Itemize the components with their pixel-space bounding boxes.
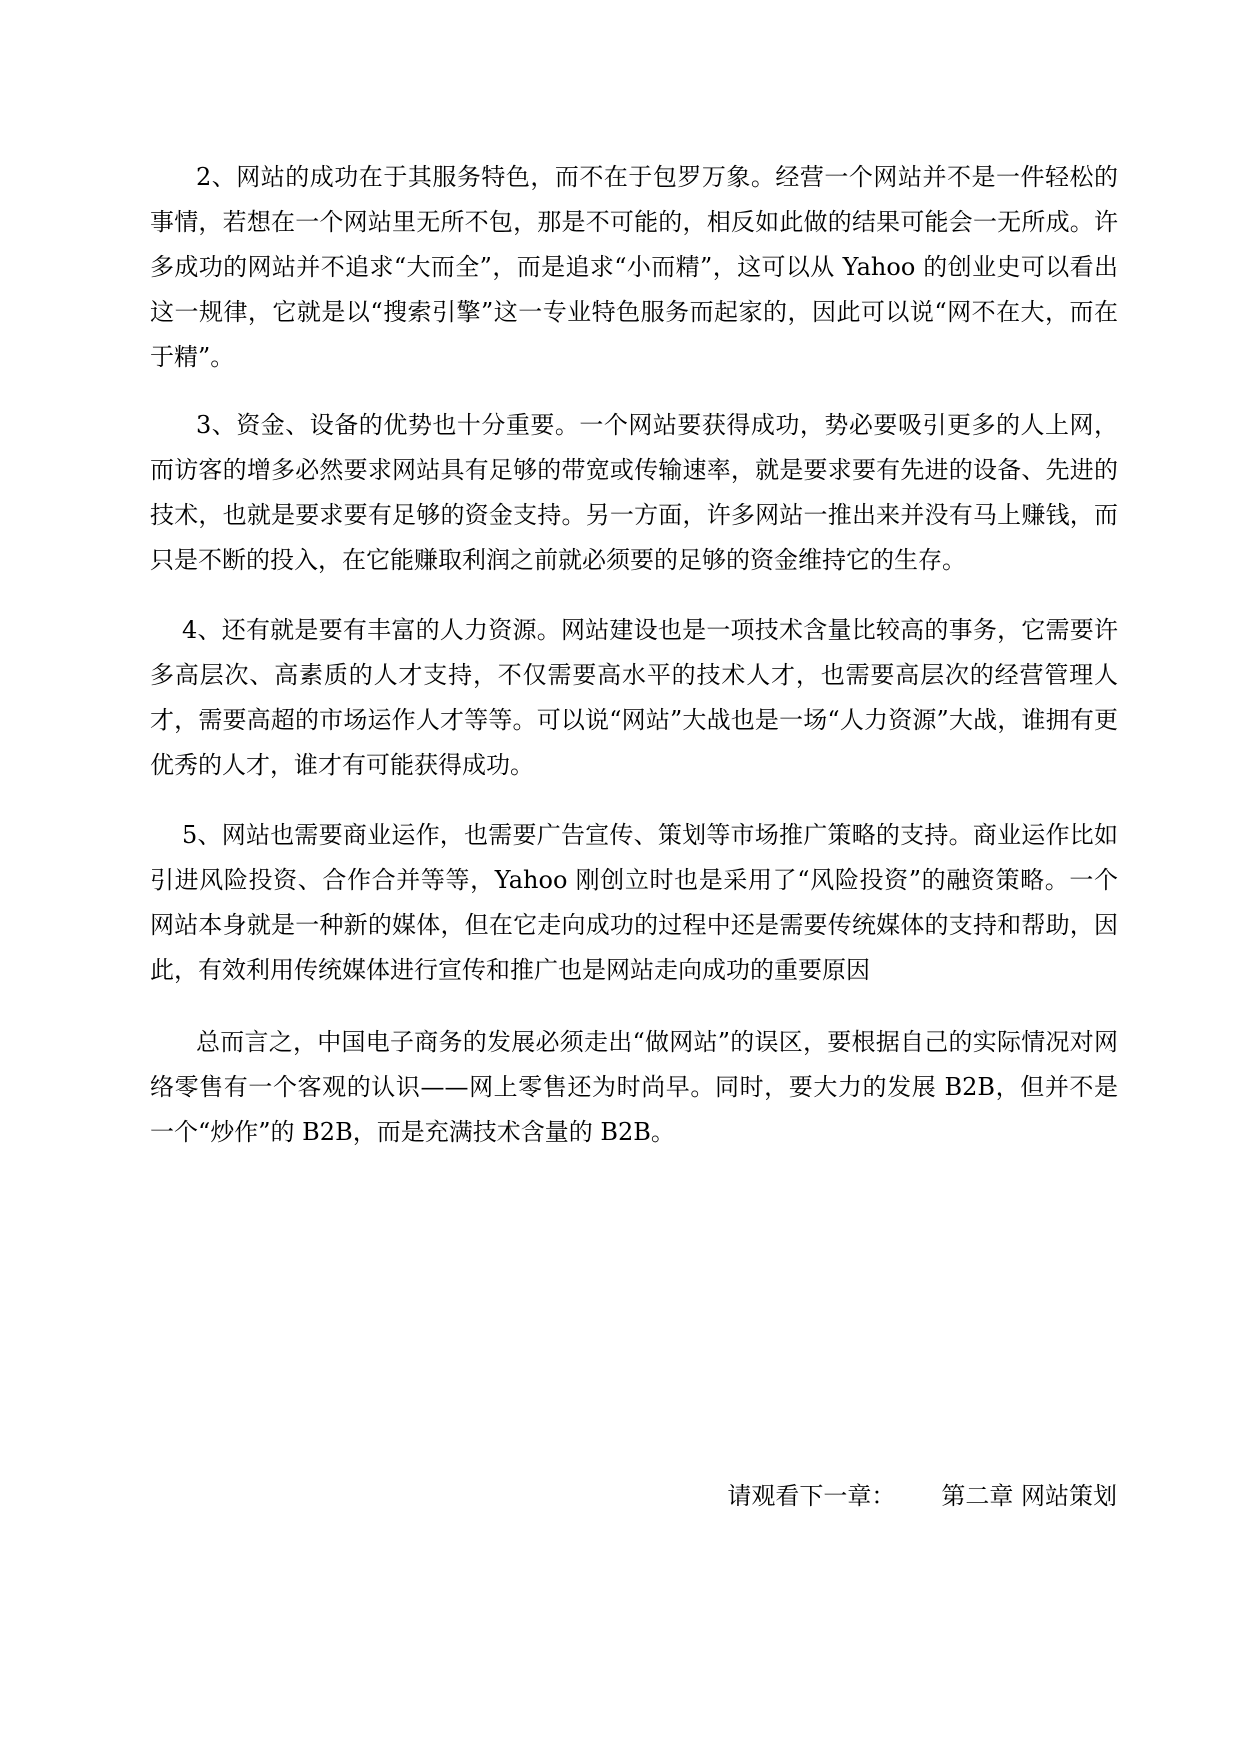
next-chapter-title: 第二章 网站策划 <box>941 1482 1117 1510</box>
paragraph-point-5: 5、网站也需要商业运作，也需要广告宣传、策划等市场推广策略的支持。商业运作比如引进风险投资、合作合并等等，Yahoo 刚创立时也是采用了“风险投资”的融资策略。一个网站本身就是一种新的媒体，但在它走向成功的过程中还是需要传统媒体的支持和帮助，因此，有效利用传统媒体进行宣传和推广也是网站走向成功的重要原因 <box>150 821 1118 984</box>
paragraph-point-3: 3、资金、设备的优势也十分重要。一个网站要获得成功，势必要吸引更多的人上网，而访客的增多必然要求网站具有足够的带宽或传输速率，就是要求要有先进的设备、先进的技术，也就是要求要有足够的资金支持。另一方面，许多网站一推出来并没有马上赚钱，而只是不断的投入，在它能赚取利润之前就必须要的足够的资金维持它的生存。 <box>150 411 1118 574</box>
paragraph-conclusion: 总而言之，中国电子商务的发展必须走出“做网站”的误区，要根据自己的实际情况对网络零售有一个客观的认识——网上零售还为时尚早。同时，要大力的发展 B2B，但并不是一个“炒作”的 B2B，而是充满技术含量的 B2B。 <box>150 1028 1118 1146</box>
next-chapter-line <box>727 1474 1117 1519</box>
next-chapter-label: 请观看下一章： <box>727 1482 896 1510</box>
paragraph-point-4: 4、还有就是要有丰富的人力资源。网站建设也是一项技术含量比较高的事务，它需要许多高层次、高素质的人才支持，不仅需要高水平的技术人才，也需要高层次的经营管理人才，需要高超的市场运作人才等等。可以说“网站”大战也是一场“人力资源”大战，谁拥有更优秀的人才，谁才有可能获得成功。 <box>150 616 1118 779</box>
paragraph-point-2: 2、网站的成功在于其服务特色，而不在于包罗万象。经营一个网站并不是一件轻松的事情，若想在一个网站里无所不包，那是不可能的，相反如此做的结果可能会一无所成。许多成功的网站并不追求“大而全”，而是追求“小而精”，这可以从 Yahoo 的创业史可以看出这一规律，它就是以“搜索引擎”这一专业特色服务而起家的，因此可以说“网不在大，而在于精”。 <box>150 163 1118 371</box>
